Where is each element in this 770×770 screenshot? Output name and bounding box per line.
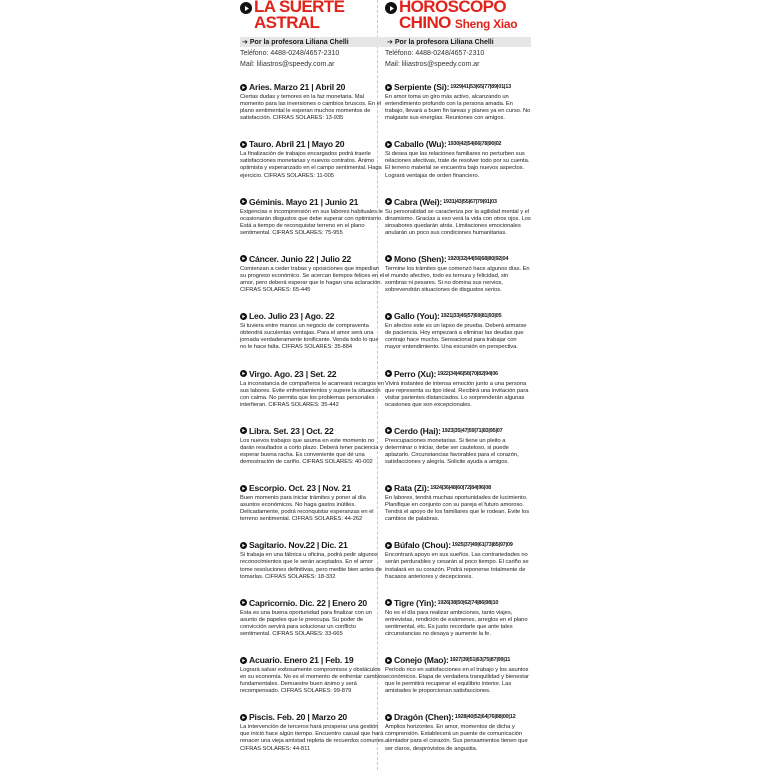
arrow-right-icon: ➔ — [387, 39, 393, 46]
sign-years: 1923|35|47|59|71|83|95|07 — [441, 427, 503, 434]
sign-name: Leo. Julio 23 | Ago. 22 — [249, 311, 335, 322]
sign-prediction: Logrará salvar exitosamente compromisos y obstáculos en su economía. No es el momento de enfrentar cambios fundamentales. Demuestre buen ánimo y será recompensado. CIFRAS SOLARES: 99-879 — [240, 667, 385, 695]
sign-heading — [240, 369, 386, 379]
sign-prediction: Comienzan a ceder trabas y oposiciones que impedían su progreso económico. Se acercan tiempos felices en el amor, pero deberá esperar que le hagan una aclaración. CIFRAS SOLARES: 65-445 — [240, 265, 385, 294]
sign-name: Escorpio. Oct. 23 | Nov. 21 — [249, 483, 351, 494]
sign-heading — [240, 483, 386, 493]
phone: Teléfono: 4488-0248/4657-2310 — [385, 50, 485, 57]
email: Mail: liliastros@speedy.com.ar — [385, 61, 480, 68]
western-horoscope-column — [240, 0, 386, 752]
sign-prediction: Ciertas dudas y temores en la faz monetaria. Mal momento para las inversiones o cambios bruscos. En el plano sentimental le esperan muchos momentos de satisfacción. CIFRAS SOLARES: 13-935 — [240, 94, 382, 122]
sign-heading — [240, 426, 386, 436]
sign-heading — [385, 712, 531, 722]
section-title — [399, 0, 517, 32]
arrow-icon — [385, 2, 397, 14]
sign-years: 1927|39|51|63|75|87|99|11 — [449, 657, 511, 663]
sign-years: 1931|43|55|67|79|91|03 — [443, 198, 497, 205]
sign-years: 1922|34|46|58|70|82|94|06 — [437, 370, 498, 377]
sign-entry — [240, 655, 386, 695]
sign-heading — [240, 82, 386, 92]
sign-name: Acuario. Enero 21 | Feb. 19 — [249, 655, 354, 665]
bullet-arrow-icon — [240, 714, 247, 721]
sign-heading — [385, 598, 531, 608]
sign-prediction: Encontrará apoyo en sus sueños. Las contrariedades no serán perdurables y cesarán al poco tiempo. El cariño se instalará en su corazón. Podrá reponerse totalmente de fracasos anteriores y decepciones. — [385, 552, 529, 580]
sign-name: Rata (Zi): — [394, 483, 430, 494]
sign-entry — [385, 369, 531, 409]
sign-entry — [240, 369, 386, 409]
chinese-header — [385, 0, 531, 36]
chinese-horoscope-column — [385, 0, 531, 752]
sign-entry — [385, 598, 531, 638]
sign-heading — [385, 139, 531, 149]
sign-entry — [385, 483, 531, 523]
email: Mail: liliastros@speedy.com.ar — [240, 61, 335, 68]
sign-prediction: Vivirá instantes de intensa emoción junto a una persona que representa su tipo ideal. Recibirá una invitación para visitar parientes distanciados. Lo sorprenderán algunas ocasiones que son excepcionales. — [385, 380, 529, 408]
sign-heading — [240, 197, 386, 207]
sign-prediction: En afectos este es un lapso de prueba. Deberá armarse de paciencia. Hoy empezará a eliminar las deudas que contrajo hace mucho. Sensacional para trabajar con mayor entendimiento. Una excursión en perspectiva. — [385, 323, 527, 351]
bullet-arrow-icon — [385, 657, 392, 664]
sign-entry — [385, 82, 531, 122]
sign-entry — [240, 483, 386, 523]
title-line-1: LA SUERTE — [254, 0, 345, 16]
sign-heading — [385, 254, 531, 264]
sign-entry — [240, 254, 386, 294]
sign-prediction: Amplios horizontes. En amor, momentos de dicha y comprensión. Establecerá un puente de comunicación alentador para el corazón. Sus pensamientos tienen que ser claros, desprovistos de angustia. — [385, 724, 528, 752]
sign-prediction: Si desea que las relaciones familiares no perturben sus relaciones afectivas, trate de resolver todo por su cuenta. El terreno material se encuentra bajo nuevos aspectos. Logrará ventajas de orden financiero. — [385, 151, 530, 179]
bullet-arrow-icon — [385, 141, 392, 148]
sign-years: 1926|38|50|62|74|86|98|10 — [437, 599, 499, 606]
sign-prediction: Termine los trámites que comenzó hace algunos días. En el mundo afectivo, todo es ternura y felicidad, sin sombras ni pesares. Si no domina sus nervios, sobrevendrán situaciones de disgustos serios. — [385, 265, 530, 294]
sign-prediction: La finalización de trabajos encargados podrá traerle satisfacciones monetarias y nuevos contratos. Ánimo optimista y esperanzado en el campo sentimental. Haga ejercicio. CIFRAS SOLARES: 11-005 — [240, 151, 382, 179]
sign-name: Capricornio. Dic. 22 | Enero 20 — [249, 597, 367, 608]
sign-entry — [385, 139, 531, 179]
sign-name: Conejo (Mao): — [394, 655, 449, 665]
sign-entry — [385, 712, 531, 752]
bullet-arrow-icon — [240, 485, 247, 492]
bullet-arrow-icon — [385, 485, 392, 492]
sign-entry — [385, 655, 531, 695]
sign-name: Cáncer. Junio 22 | Julio 22 — [249, 253, 352, 264]
sign-prediction: Los nuevos trabajos que asuma en este momento no darán resultados a corto plazo. Deberá tener paciencia y esperar buena racha. Es conveniente que dé una demostración de cariño. CIFRAS SOLARES: 40-002 — [240, 437, 383, 466]
sign-name: Piscis. Feb. 20 | Marzo 20 — [249, 712, 347, 723]
sign-name: Gallo (You): — [394, 311, 440, 322]
sign-name: Mono (Shen): — [394, 253, 447, 264]
sign-heading — [240, 540, 386, 550]
sign-heading — [240, 311, 386, 321]
bullet-arrow-icon — [240, 255, 247, 262]
sign-name: Perro (Xu): — [394, 368, 437, 379]
sign-prediction: No es el día para realizar ambiciones, tanto viajes, entrevistas, rendición de exámenes, arreglos en el plano sentimental, etc. Es justo recordarle que ante tales circunstancias no desaya y aumente la fe. — [385, 609, 528, 637]
sign-prediction: Buen momento para iniciar trámites y poner al día asuntos económicos. No haga gastos inútiles. Delicadamente, podrá reconquistar esperanzas en el terreno sentimental. CIFRAS SOLARES: 44-262 — [240, 495, 374, 523]
bullet-arrow-icon — [385, 599, 392, 606]
sign-heading — [240, 254, 386, 264]
sign-name: Virgo. Ago. 23 | Set. 22 — [249, 368, 337, 379]
sign-years: 1921|33|45|57|69|81|93|05 — [440, 313, 502, 320]
sign-heading — [240, 598, 386, 608]
author-byline: ➔ Por la profesora Liliana Chelli — [240, 37, 386, 47]
sign-years: 1929|41|53|65|77|89|01|13 — [450, 84, 511, 90]
western-header — [240, 0, 386, 36]
bullet-arrow-icon — [385, 542, 392, 549]
sign-prediction: Su personalidad se caracteriza por la agilidad mental y el dinamismo. Gracias a eso verá la vida con otros ojos. Los sinsabores quedarán atrás. Limitaciones emocionales anularán un poco sus condiciones humanitarias. — [385, 208, 531, 236]
bullet-arrow-icon — [240, 84, 247, 91]
sign-entry — [385, 540, 531, 580]
sign-entry — [240, 311, 386, 351]
sign-name: Sagitario. Nov.22 | Dic. 21 — [249, 540, 348, 551]
bullet-arrow-icon — [240, 427, 247, 434]
sign-name: Cerdo (Hai): — [394, 425, 441, 436]
sign-heading — [385, 311, 531, 321]
arrow-right-icon: ➔ — [242, 39, 248, 46]
sign-entry — [240, 82, 386, 122]
sign-name: Libra. Set. 23 | Oct. 22 — [249, 425, 334, 436]
sign-entry — [385, 254, 531, 294]
title-subtitle: Sheng Xiao — [454, 17, 518, 31]
bullet-arrow-icon — [240, 599, 247, 606]
sign-years: 1928|40|52|64|76|88|00|12 — [454, 714, 516, 721]
sign-name: Aries. Marzo 21 | Abril 20 — [249, 82, 346, 92]
bullet-arrow-icon — [240, 198, 247, 205]
sign-prediction: En labores, tendrá muchas oportunidades de lucimiento. Planifique en conjunto con su pareja el futuro amoroso. Tendrá el apoyo de los familiares que le rodean. Evite los cambios de palabras. — [385, 495, 530, 523]
title-line-2: ASTRAL — [254, 13, 320, 32]
sign-name: Serpiente (Si): — [394, 82, 450, 92]
bullet-arrow-icon — [385, 313, 392, 320]
sign-entry — [385, 426, 531, 466]
sign-heading — [240, 712, 386, 722]
sign-name: Tigre (Yin): — [394, 597, 437, 608]
sign-heading — [240, 139, 386, 149]
title-line-1: HOROSCOPO — [399, 0, 507, 16]
sign-prediction: Período rico en satisfacciones en el trabajo y los asuntos económicos. Etapa de verdadera tranquilidad y bienestar que le permitirá recuperar el equilibrio interior. Las amistades le proporcionan satisfacciones. — [385, 667, 529, 695]
sign-years: 1930|42|54|66|78|90|02 — [447, 141, 502, 148]
sign-name: Dragón (Chen): — [394, 712, 454, 723]
sign-entry — [240, 197, 386, 237]
sign-entry — [240, 139, 386, 179]
sign-prediction: En amor toma un giro más activo, alcanzando un entendimiento profundo con la persona amada. En trabajo, llevará a buen fin tareas y planes ya en curso. No malgaste sus energías. Reuniones con amigos. — [385, 94, 531, 122]
bullet-arrow-icon — [385, 427, 392, 434]
bullet-arrow-icon — [385, 370, 392, 377]
sign-prediction: La intervención de terceros hará prosperar una gestión que inició hace algún tiempo. Encuentro casual que hará renacer una vieja amistad repleta de recuerdos comunes. CIFRAS SOLARES: 44-811 — [240, 724, 386, 752]
sign-name: Caballo (Wu): — [394, 139, 447, 150]
sign-entry — [240, 712, 386, 752]
sign-name: Tauro. Abril 21 | Mayo 20 — [249, 139, 345, 150]
sign-heading — [385, 369, 531, 379]
sign-prediction: Esta es una buena oportunidad para finalizar con un asunto de papeles que le preocupa. Su poder de convicción servirá para solucionar un conflicto sentimental. CIFRAS SOLARES: 33-665 — [240, 609, 372, 637]
sign-years: 1925|37|49|61|73|85|97|09 — [451, 542, 513, 549]
sign-entry — [385, 311, 531, 351]
sign-prediction: Preocupaciones monetarias. Si tiene un pleito a determinar o iniciar, debe ser cauteloso, si puede aplazarlo. Circunstancias favorables para el corazón, satisfacciones y alegría. Solicite ayuda a amigos. — [385, 437, 519, 466]
sign-name: Cabra (Wei): — [394, 196, 443, 207]
sign-heading — [385, 426, 531, 436]
sign-heading — [385, 197, 531, 207]
arrow-icon — [240, 2, 252, 14]
sign-prediction: Exigencias e incomprensión en sus labores habituales le ocasionarán disgustos que debe superar con optimismo. Está a tiempo de reconquistar terreno en el plano sentimental. CIFRAS SOLARES: 75-955 — [240, 208, 383, 236]
sign-heading — [385, 540, 531, 550]
sign-prediction: Si tuviera entre manos un negocio de compraventa obtendrá suculentas ventajas. Para el amor será una jornada verdaderamente tonificante. Venda todo lo que no le hace falta. CIFRAS SOLARES: 35-884 — [240, 323, 379, 351]
sign-entry — [385, 197, 531, 237]
bullet-arrow-icon — [240, 542, 247, 549]
sign-years: 1924|36|48|60|72|84|96|08 — [430, 485, 491, 492]
section-title — [254, 0, 344, 31]
sign-years: 1920|32|44|56|68|80|92|04 — [447, 255, 509, 262]
sign-heading — [385, 483, 531, 493]
bullet-arrow-icon — [240, 313, 247, 320]
bullet-arrow-icon — [240, 141, 247, 148]
sign-prediction: Si trabaja en una fábrica u oficina, podrá pedir algunos reconocimientos que le serán aceptados. En el amor tome resoluciones definitivas, pero medite bien antes de tomarlas. CIFRAS SOLARES: 18-332 — [240, 552, 382, 580]
sign-heading — [240, 655, 386, 665]
sign-entry — [240, 540, 386, 580]
sign-entry — [240, 426, 386, 466]
title-line-2: CHINO Sheng Xiao — [399, 13, 518, 32]
sign-heading — [385, 655, 531, 665]
phone: Teléfono: 4488-0248/4657-2310 — [240, 50, 340, 57]
author-byline: ➔ Por la profesora Liliana Chelli — [385, 37, 531, 47]
bullet-arrow-icon — [240, 657, 247, 664]
sign-prediction: La inconstancia de compañeros le acarreará recargos en sus labores. Evite enfrentamientos y supere la situación con calma. No permita que los problemas personales interfieran. CIFRAS SOLARES: 35-442 — [240, 380, 384, 408]
bullet-arrow-icon — [385, 714, 392, 721]
sign-name: Búfalo (Chou): — [394, 540, 451, 551]
bullet-arrow-icon — [385, 255, 392, 262]
sign-name: Géminis. Mayo 21 | Junio 21 — [249, 196, 359, 207]
bullet-arrow-icon — [240, 370, 247, 377]
bullet-arrow-icon — [385, 84, 392, 91]
sign-entry — [240, 598, 386, 638]
bullet-arrow-icon — [385, 198, 392, 205]
sign-heading — [385, 82, 531, 92]
